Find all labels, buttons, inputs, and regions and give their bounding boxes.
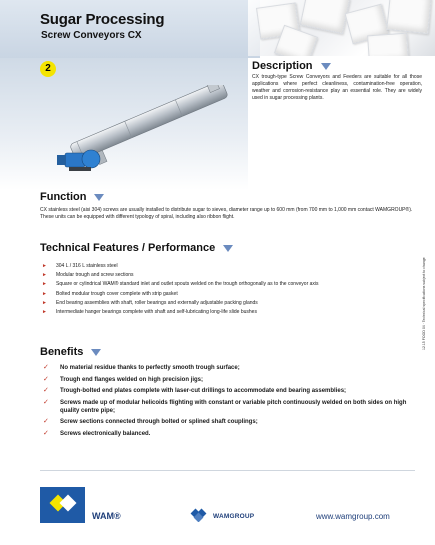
page-number-badge: 2 — [40, 61, 56, 77]
bullet-icon: ► — [42, 272, 47, 279]
list-item: ► Modular trough and screw sections — [40, 271, 415, 280]
checkmark-icon: ✓ — [43, 418, 49, 426]
checkmark-icon: ✓ — [43, 398, 49, 406]
website-url[interactable]: www.wamgroup.com — [316, 512, 390, 521]
wam-brand-text: WAM® — [92, 511, 121, 521]
wamgroup-logo-icon — [190, 508, 210, 522]
checkmark-icon: ✓ — [43, 364, 49, 371]
features-heading: Technical Features / Performance — [40, 242, 233, 254]
function-text: CX stainless steel (aisi 304) screws are usually installed to distribute sugar to sieves, diameter range up to 600 mm (from 700 mm to 1,000 mm contact WAMGROUP®). These units can be equipped with different typology of spiral, including also ribbon flight. — [40, 207, 413, 220]
description-text: CX trough-type Screw Conveyors and Feeders are suitable for all those applications where perfect cleanliness, contamination-free operation, weather and corrosion-resistance play an essential role. They are widely used in sugar processing plants. — [252, 74, 422, 101]
page-title: Sugar Processing — [40, 11, 165, 28]
sugar-cubes-photo — [248, 0, 435, 56]
bullet-icon: ► — [42, 309, 47, 316]
benefits-heading: Benefits — [40, 346, 101, 358]
list-item: ✓ No material residue thanks to perfectly smooth trough surface; — [43, 364, 240, 371]
list-item: ✓ Trough-bolted end plates complete with laser-cut drillings to accommodate end bearing assemblies; — [43, 387, 347, 395]
chevron-down-icon — [223, 245, 233, 252]
list-item: ► End bearing assemblies with shaft, roller bearings and externally adjustable packing glands — [40, 299, 415, 308]
list-item: ✓ Screws made up of modular helicoids flighting with constant or variable pitch continuously welded on both sides on high quality centre pipe; — [43, 398, 407, 414]
chevron-down-icon — [321, 63, 331, 70]
list-item: ✓ Screws electronically balanced. — [43, 429, 151, 437]
page-subtitle: Screw Conveyors CX — [41, 30, 142, 41]
benefits-list — [40, 364, 420, 442]
list-item: ► Square or cylindrical WAM® standard inlet and outlet spouts welded on the trough orthogonally as to the conveyor axis — [40, 280, 415, 289]
side-reference-note: 12.15 FOOD 04 · Technical specifications subject to change — [422, 257, 426, 350]
features-list — [40, 262, 415, 317]
checkmark-icon: ✓ — [43, 429, 49, 437]
list-item: ✓ Screw sections connected through bolted or splined shaft couplings; — [43, 418, 258, 426]
list-item: ✓ Trough end flanges welded on high precision jigs; — [43, 375, 204, 383]
bullet-icon: ► — [42, 299, 47, 306]
screw-conveyor-illustration — [55, 85, 235, 175]
header-panel — [0, 0, 260, 58]
wam-logo — [40, 487, 85, 523]
bullet-icon: ► — [42, 281, 47, 288]
checkmark-icon: ✓ — [43, 387, 49, 395]
bullet-icon: ► — [42, 263, 47, 269]
footer-divider — [40, 470, 415, 471]
function-heading: Function — [40, 191, 104, 203]
description-heading: Description — [252, 60, 331, 72]
chevron-down-icon — [94, 194, 104, 201]
wam-logo-icon — [40, 487, 85, 523]
list-item: ► 304 L / 316 L stainless steel — [40, 262, 415, 271]
checkmark-icon: ✓ — [43, 375, 49, 383]
wamgroup-brand-text: WAMGROUP — [213, 513, 255, 520]
list-item: ► Bolted modular trough cover complete with strip gasket — [40, 290, 415, 299]
bullet-icon: ► — [42, 290, 47, 297]
list-item: ► Intermediate hanger bearings complete with shaft and self-lubricating long-life slide bushes — [40, 308, 415, 317]
chevron-down-icon — [91, 349, 101, 356]
